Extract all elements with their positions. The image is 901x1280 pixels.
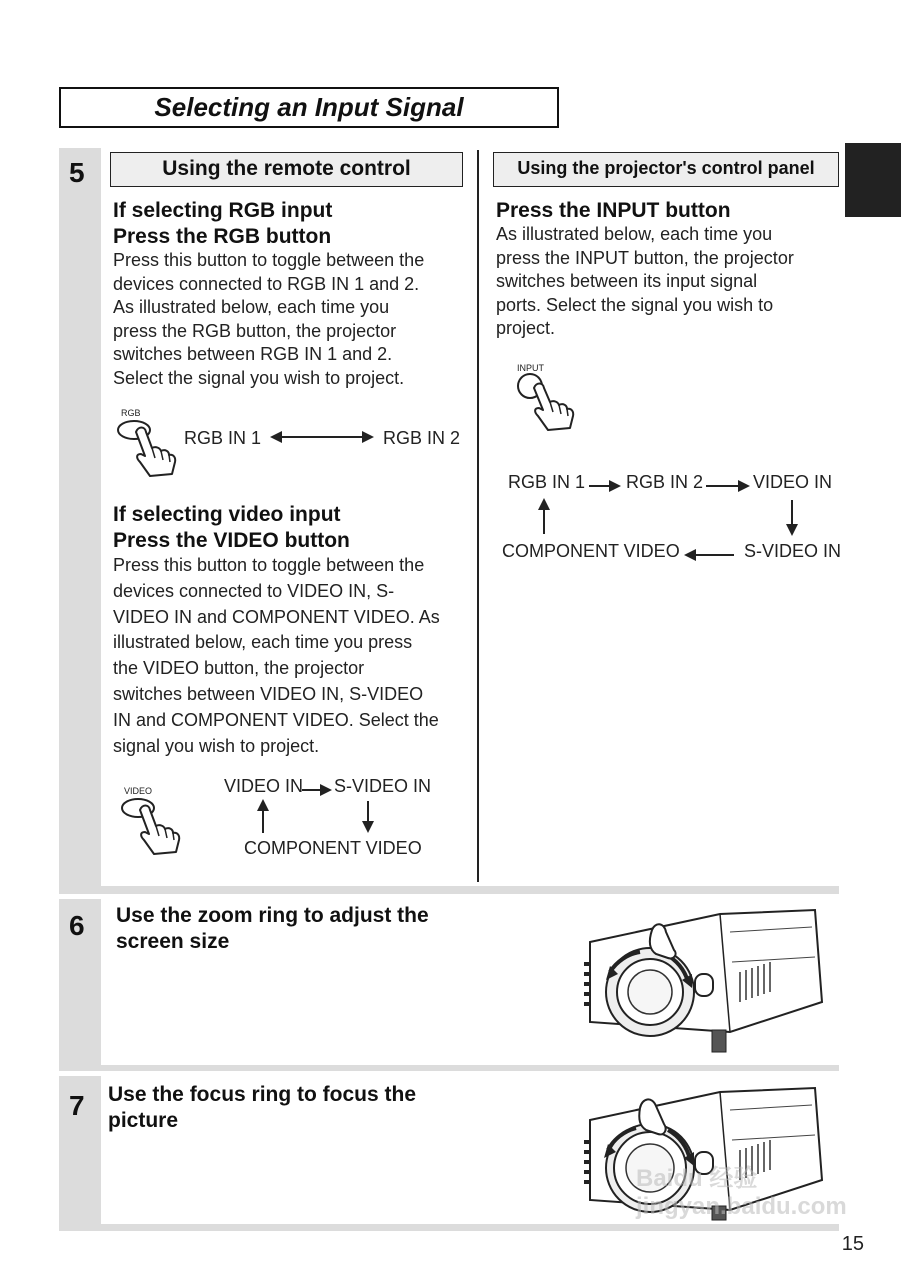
panel-video-in-label: VIDEO IN bbox=[753, 472, 833, 492]
rgb-section bbox=[113, 198, 475, 390]
video-line: Press this button to toggle between the bbox=[113, 555, 425, 575]
panel-line: As illustrated below, each time you bbox=[496, 224, 773, 244]
remote-header bbox=[110, 152, 463, 187]
video-heading-2: Press the VIDEO button bbox=[113, 529, 350, 552]
rgb-heading-1: If selecting RGB input bbox=[113, 199, 333, 222]
video-description bbox=[113, 553, 475, 759]
rgb-line: Select the signal you wish to project. bbox=[113, 367, 405, 388]
step7-line-2: picture bbox=[108, 1109, 179, 1132]
rgb-line: devices connected to RGB IN 1 and 2. bbox=[113, 273, 420, 294]
panel-arrow-down bbox=[785, 500, 799, 536]
rgb-line: As illustrated below, each time you bbox=[113, 297, 390, 317]
remote-video-arrow-right bbox=[302, 783, 332, 797]
panel-section bbox=[496, 198, 836, 341]
video-button-label: VIDEO bbox=[124, 786, 153, 796]
panel-s-video-in-label: S-VIDEO IN bbox=[744, 541, 842, 561]
step5-number: 5 bbox=[69, 157, 85, 188]
step6-line-1: Use the zoom ring to adjust the bbox=[116, 904, 429, 927]
rgb-toggle-arrow bbox=[270, 430, 374, 444]
video-line: illustrated below, each time you press bbox=[113, 632, 413, 653]
panel-header-text: Using the projector's control panel bbox=[517, 158, 815, 178]
panel-header bbox=[493, 152, 839, 187]
rgb-in-1-label: RGB IN 1 bbox=[184, 428, 262, 448]
video-line: the VIDEO button, the projector bbox=[113, 658, 365, 679]
section-tab bbox=[845, 143, 901, 217]
video-line: switches between VIDEO IN, S-VIDEO bbox=[113, 683, 424, 704]
page-title: Selecting an Input Signal bbox=[154, 92, 464, 122]
panel-line: ports. Select the signal you wish to bbox=[496, 294, 774, 315]
step6-number: 6 bbox=[69, 910, 85, 941]
remote-video-in-label: VIDEO IN bbox=[224, 776, 304, 796]
video-button-hand-icon bbox=[118, 796, 184, 856]
video-line: IN and COMPONENT VIDEO. Select the bbox=[113, 709, 439, 730]
panel-heading: Press the INPUT button bbox=[496, 199, 731, 222]
video-line: devices connected to VIDEO IN, S- bbox=[113, 580, 395, 601]
video-section bbox=[113, 502, 475, 759]
remote-video-arrow-up bbox=[256, 799, 270, 833]
panel-component-label: COMPONENT VIDEO bbox=[502, 541, 680, 561]
panel-line: press the INPUT button, the projector bbox=[496, 247, 794, 268]
panel-line: project. bbox=[496, 318, 556, 338]
panel-arrow-up bbox=[537, 498, 551, 534]
page-title-box bbox=[59, 87, 559, 128]
video-heading-1: If selecting video input bbox=[113, 503, 341, 526]
rgb-line: Press this button to toggle between the bbox=[113, 250, 425, 270]
panel-arrow-left bbox=[684, 548, 734, 562]
projector-zoom-illustration bbox=[580, 902, 825, 1057]
input-button-label: INPUT bbox=[517, 363, 544, 373]
baidu-watermark bbox=[636, 1165, 846, 1221]
panel-rgb-in-1-label: RGB IN 1 bbox=[508, 472, 586, 492]
input-button-hand-icon bbox=[514, 372, 580, 432]
page-number: 15 bbox=[841, 1233, 864, 1255]
rgb-description bbox=[113, 249, 475, 390]
step6-line-2: screen size bbox=[116, 930, 230, 953]
rgb-button-hand-icon bbox=[114, 418, 180, 478]
remote-s-video-in-label: S-VIDEO IN bbox=[334, 776, 432, 796]
panel-line: switches between its input signal bbox=[496, 271, 758, 291]
panel-arrow-2 bbox=[706, 479, 750, 493]
remote-component-label: COMPONENT VIDEO bbox=[244, 838, 422, 858]
panel-arrow-1 bbox=[589, 479, 621, 493]
step7-number: 7 bbox=[69, 1090, 85, 1121]
rgb-line: press the RGB button, the projector bbox=[113, 320, 397, 341]
rgb-line: switches between RGB IN 1 and 2. bbox=[113, 344, 393, 364]
panel-rgb-in-2-label: RGB IN 2 bbox=[626, 472, 704, 492]
step7-line-1: Use the focus ring to focus the bbox=[108, 1083, 417, 1106]
video-line: VIDEO IN and COMPONENT VIDEO. As bbox=[113, 606, 440, 627]
watermark-text: Baidu 经验 jingyan.baidu.com bbox=[636, 1165, 847, 1220]
column-divider bbox=[477, 150, 479, 882]
rgb-button-label: RGB bbox=[121, 408, 141, 418]
rgb-heading-2: Press the RGB button bbox=[113, 225, 332, 248]
remote-video-arrow-down bbox=[361, 801, 375, 833]
rgb-in-2-label: RGB IN 2 bbox=[383, 428, 461, 448]
panel-description bbox=[496, 223, 836, 341]
remote-header-text: Using the remote control bbox=[162, 157, 411, 180]
video-line: signal you wish to project. bbox=[113, 735, 320, 756]
